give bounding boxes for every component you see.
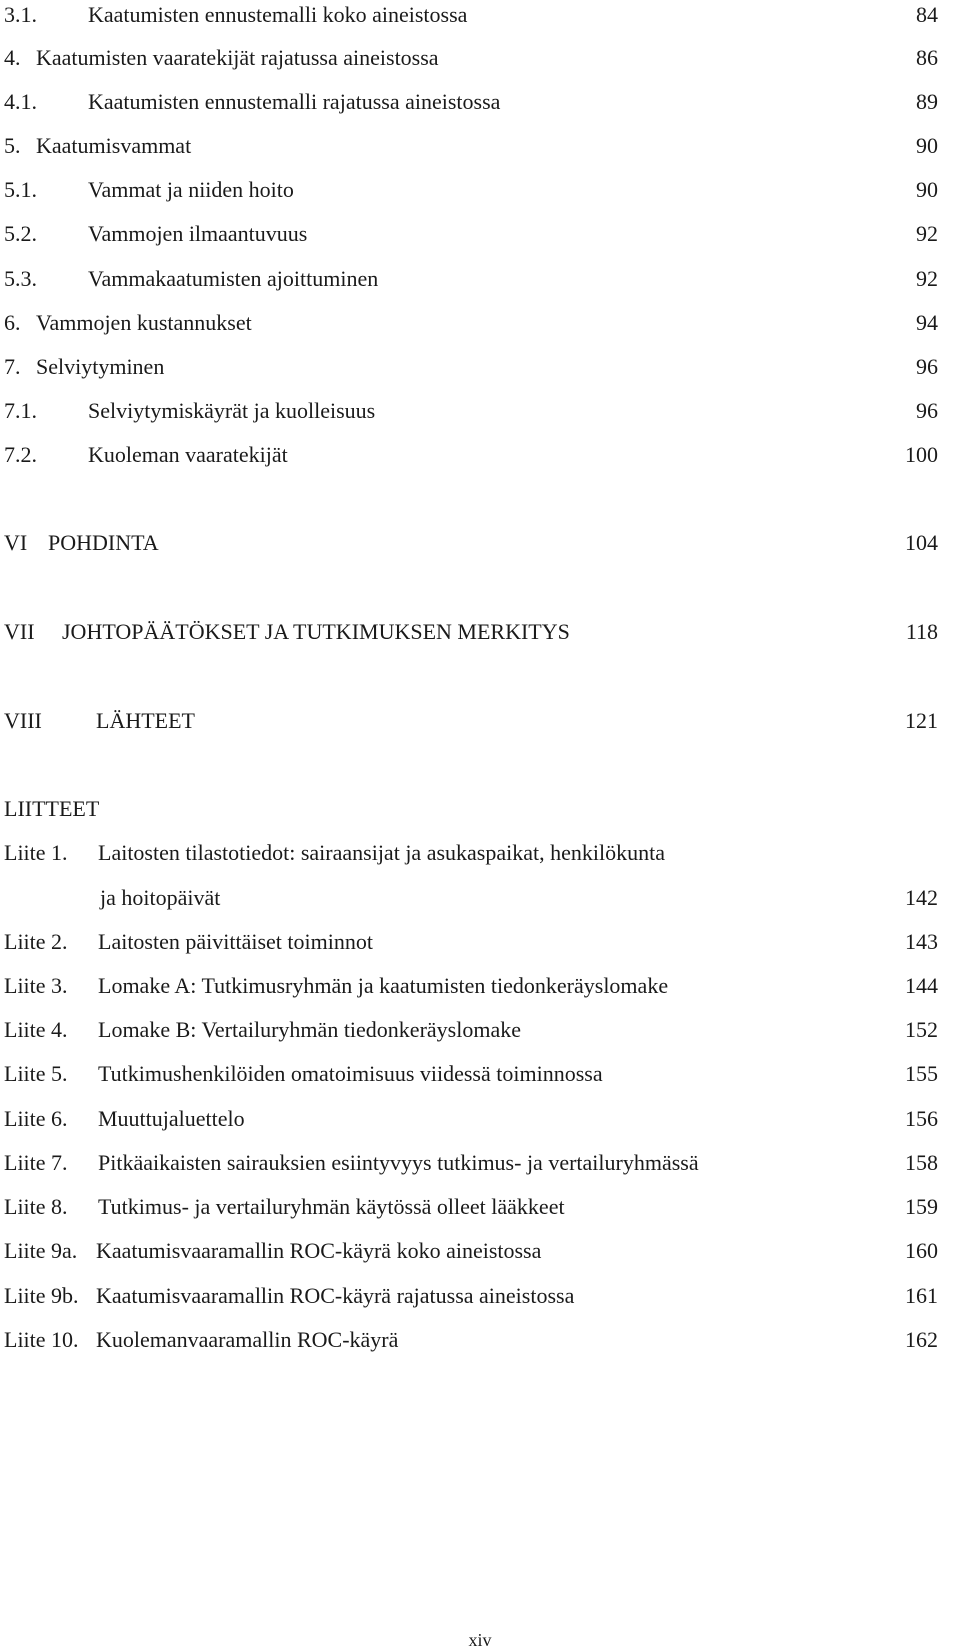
toc-appendix-page: 162 <box>905 1327 938 1352</box>
toc-entry[interactable] <box>0 264 960 294</box>
toc-appendix-number: Liite 9a. <box>4 1238 78 1263</box>
toc-entry-number: 4.1. <box>4 89 37 114</box>
toc-entry-page: 86 <box>916 45 938 70</box>
toc-entry[interactable] <box>0 396 960 426</box>
toc-appendix-title: Laitosten tilastotiedot: sairaansijat ja asukaspaikat, henkilökunta <box>98 840 665 865</box>
toc-section-page: 118 <box>905 619 938 644</box>
toc-entry-title: Kuoleman vaaratekijät <box>88 442 288 467</box>
toc-entry-number: 5. <box>4 133 21 158</box>
toc-appendix-title: Kaatumisvaaramallin ROC-käyrä koko aineistossa <box>96 1238 542 1263</box>
toc-appendix[interactable] <box>0 927 960 957</box>
toc-appendix-number: Liite 7. <box>4 1150 68 1175</box>
toc-entry-title: Kaatumisten ennustemalli rajatussa aineistossa <box>88 89 501 114</box>
toc-entry-number: 5.2. <box>4 221 37 246</box>
toc-appendix-title-continued: ja hoitopäivät <box>100 885 221 910</box>
toc-entry-number: 7. <box>4 354 21 379</box>
toc-appendix-title: Kuolemanvaaramallin ROC-käyrä <box>96 1327 399 1352</box>
toc-entry-number: 3.1. <box>4 2 37 27</box>
toc-entry-page: 89 <box>916 89 938 114</box>
appendix-heading-text: LIITTEET <box>4 796 100 821</box>
toc-appendix-number: Liite 4. <box>4 1017 68 1042</box>
toc-section-page: 121 <box>905 708 938 733</box>
toc-appendix-title: Tutkimus- ja vertailuryhmän käytössä olleet lääkkeet <box>98 1194 565 1219</box>
toc-appendix[interactable] <box>0 1148 960 1178</box>
toc-section[interactable] <box>0 528 960 558</box>
toc-entry-page: 92 <box>916 221 938 246</box>
toc-appendix[interactable] <box>0 1015 960 1045</box>
toc-entry-title: Kaatumisten ennustemalli koko aineistossa <box>88 2 468 27</box>
toc-appendix[interactable] <box>0 971 960 1001</box>
toc-section-number: VIII <box>4 708 42 733</box>
toc-entry-number: 5.3. <box>4 266 37 291</box>
toc-appendix[interactable] <box>0 1281 960 1311</box>
toc-appendix[interactable] <box>0 1192 960 1222</box>
toc-entry-title: Kaatumisten vaaratekijät rajatussa aineistossa <box>36 45 439 70</box>
toc-entry-page: 100 <box>905 442 938 467</box>
toc-appendix-number: Liite 8. <box>4 1194 68 1219</box>
toc-appendix[interactable] <box>0 1236 960 1266</box>
toc-appendix-title: Muuttujaluettelo <box>98 1106 245 1131</box>
toc-entry[interactable] <box>0 87 960 117</box>
toc-entry-page: 84 <box>916 2 938 27</box>
page-number: xiv <box>468 1630 492 1650</box>
toc-entry-page: 96 <box>916 398 938 423</box>
toc-appendix[interactable] <box>0 838 960 868</box>
toc-appendix-title: Tutkimushenkilöiden omatoimisuus viidessä toiminnossa <box>98 1061 603 1086</box>
toc-section-title: LÄHTEET <box>96 708 195 733</box>
toc-entry-number: 7.2. <box>4 442 37 467</box>
toc-section-page: 104 <box>905 530 938 555</box>
toc-entry[interactable] <box>0 175 960 205</box>
toc-entry[interactable] <box>0 440 960 470</box>
toc-entry-page: 90 <box>916 177 938 202</box>
toc-appendix-title: Laitosten päivittäiset toiminnot <box>98 929 373 954</box>
toc-entry-page: 94 <box>916 310 938 335</box>
toc-section[interactable] <box>0 617 960 647</box>
toc-appendix-page: 155 <box>905 1061 938 1086</box>
toc-section-title: JOHTOPÄÄTÖKSET JA TUTKIMUKSEN MERKITYS <box>62 619 570 644</box>
toc-section-title: POHDINTA <box>48 530 159 555</box>
toc-section-number: VII <box>4 619 35 644</box>
toc-appendix-page: 158 <box>905 1150 938 1175</box>
toc-appendix-title: Kaatumisvaaramallin ROC-käyrä rajatussa aineistossa <box>96 1283 575 1308</box>
toc-appendix[interactable] <box>0 1325 960 1355</box>
toc-appendix[interactable] <box>0 1059 960 1089</box>
toc-entry[interactable] <box>0 0 960 30</box>
toc-appendix-page: 161 <box>905 1283 938 1308</box>
toc-appendix-page: 142 <box>905 885 938 910</box>
toc-appendix-number: Liite 6. <box>4 1106 68 1131</box>
toc-entry-title: Selviytyminen <box>36 354 165 379</box>
toc-section[interactable] <box>0 706 960 736</box>
toc-appendix-title: Pitkäaikaisten sairauksien esiintyvyys tutkimus- ja vertailuryhmässä <box>98 1150 699 1175</box>
toc-appendix[interactable] <box>0 1104 960 1134</box>
toc-entry-number: 6. <box>4 310 21 335</box>
toc-entry-title: Vammojen kustannukset <box>36 310 252 335</box>
toc-entry-number: 5.1. <box>4 177 37 202</box>
toc-appendix-title: Lomake A: Tutkimusryhmän ja kaatumisten tiedonkeräyslomake <box>98 973 669 998</box>
toc-appendix-continued[interactable] <box>0 883 960 913</box>
toc-appendix-number: Liite 2. <box>4 929 68 954</box>
toc-entry-page: 96 <box>916 354 938 379</box>
toc-section-number: VI <box>4 530 28 555</box>
toc-appendix-title: Lomake B: Vertailuryhmän tiedonkeräyslomake <box>98 1017 521 1042</box>
toc-appendix-page: 156 <box>905 1106 938 1131</box>
toc-entry-title: Vammakaatumisten ajoittuminen <box>88 266 379 291</box>
toc-appendix-page: 144 <box>905 973 938 998</box>
toc-entry[interactable] <box>0 308 960 338</box>
appendix-heading <box>0 794 960 824</box>
toc-entry[interactable] <box>0 219 960 249</box>
toc-entry-number: 7.1. <box>4 398 37 423</box>
toc-appendix-number: Liite 3. <box>4 973 68 998</box>
toc-entry-title: Vammojen ilmaantuvuus <box>88 221 308 246</box>
toc-appendix-number: Liite 9b. <box>4 1283 79 1308</box>
toc-appendix-page: 143 <box>905 929 938 954</box>
toc-entry-title: Kaatumisvammat <box>36 133 192 158</box>
toc-appendix-number: Liite 5. <box>4 1061 68 1086</box>
toc-entry[interactable] <box>0 43 960 73</box>
toc-appendix-number: Liite 1. <box>4 840 68 865</box>
toc-appendix-page: 160 <box>905 1238 938 1263</box>
toc-entry[interactable] <box>0 352 960 382</box>
toc-appendix-page: 152 <box>905 1017 938 1042</box>
toc-entry-page: 92 <box>916 266 938 291</box>
toc-entry-number: 4. <box>4 45 21 70</box>
toc-entry-page: 90 <box>916 133 938 158</box>
toc-entry-title: Vammat ja niiden hoito <box>88 177 294 202</box>
toc-entry[interactable] <box>0 131 960 161</box>
toc-entry-title: Selviytymiskäyrät ja kuolleisuus <box>88 398 376 423</box>
toc-appendix-number: Liite 10. <box>4 1327 79 1352</box>
toc-appendix-page: 159 <box>905 1194 938 1219</box>
